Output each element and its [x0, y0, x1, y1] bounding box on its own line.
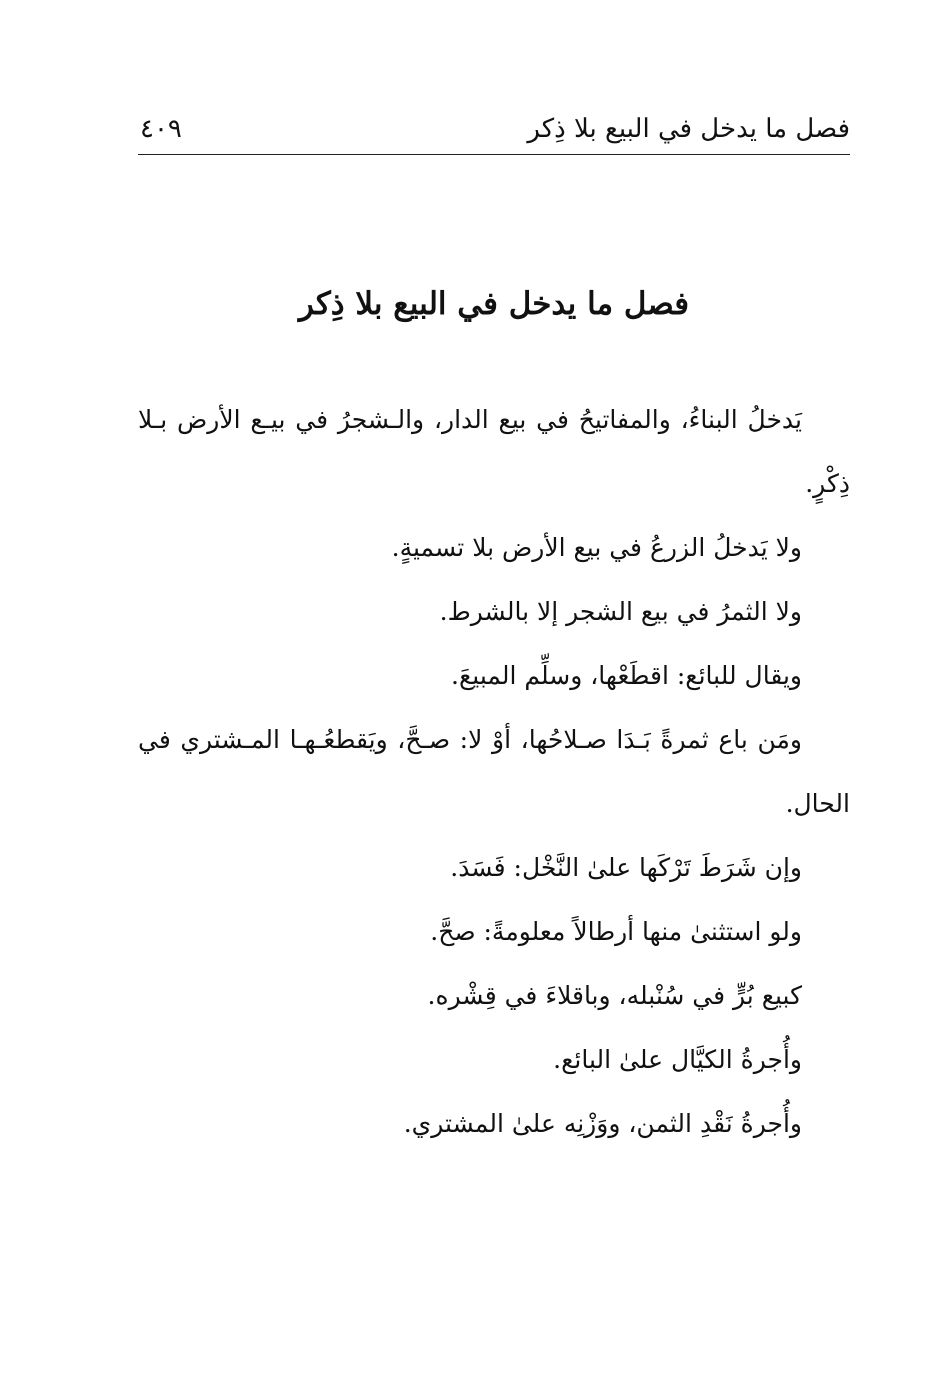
- paragraph: كبيع بُرٍّ في سُنْبله، وباقلاءَ في قِشْره.: [427, 981, 802, 1010]
- page-number: ٤٠٩: [140, 114, 182, 144]
- running-title: فصل ما يدخل في البيع بلا ذِكر: [527, 114, 850, 144]
- running-header: [138, 104, 850, 155]
- paragraph: ولا يَدخلُ الزرعُ في بيع الأرض بلا تسميةٍ.: [391, 533, 802, 562]
- body-text: [138, 388, 850, 1156]
- paragraph: وإن شَرَطَ تَرْكَها علىٰ النَّخْل: فَسَدَ.: [450, 853, 802, 882]
- paragraph: ولو استثنىٰ منها أرطالاً معلومةً: صحَّ.: [430, 917, 802, 946]
- paragraph: ويقال للبائع: اقطَعْها، وسلِّم المبيعَ.: [451, 661, 802, 690]
- paragraph: وأُجرةُ الكيَّال علىٰ البائع.: [553, 1045, 802, 1074]
- section-title: فصل ما يدخل في البيع بلا ذِكر: [298, 286, 690, 322]
- paragraph: يَدخلُ البناءُ، والمفاتيحُ في بيع الدار، والـشجرُ في بيـع الأرض بـلا ذِكْرٍ.: [138, 405, 850, 498]
- paragraph: وأُجرةُ نَقْدِ الثمن، ووَزْنِه علىٰ المشتري.: [403, 1109, 802, 1138]
- paragraph: ومَن باع ثمرةً بَـدَا صـلاحُها، أوْ لا: صـحَّ، ويَقطعُـهـا المـشتري في الحال.: [138, 725, 850, 818]
- paragraph: ولا الثمرُ في بيع الشجر إلا بالشرط.: [439, 597, 802, 626]
